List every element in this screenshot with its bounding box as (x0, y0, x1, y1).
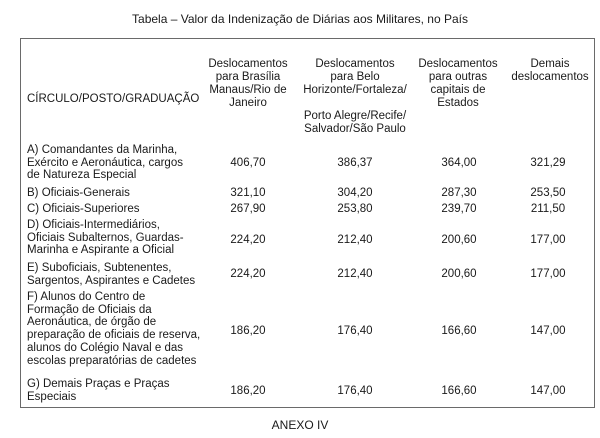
row-label-line: Formação de Oficiais da (27, 303, 152, 316)
cell-value: 200,60 (441, 234, 477, 246)
cell-value: 177,00 (530, 234, 566, 246)
cell-value: 224,20 (230, 234, 266, 246)
header-line: Horizonte/Fortaleza/ (303, 84, 407, 96)
cell-value: 321,29 (530, 157, 566, 169)
cell-value: 364,00 (441, 157, 477, 169)
header-line: Salvador/São Paulo (304, 123, 406, 135)
row-label-a (27, 144, 207, 182)
cell-value: 287,30 (441, 187, 477, 199)
cell-value: 147,00 (530, 325, 566, 337)
annex-label: ANEXO IV (271, 418, 329, 432)
cell-value: 304,20 (337, 187, 373, 199)
cell-value: 147,00 (530, 385, 566, 397)
cell-value: 200,60 (441, 268, 477, 280)
cell-value: 211,50 (530, 203, 566, 215)
header-line: para Belo (330, 71, 380, 83)
cell-value: 386,37 (337, 157, 373, 169)
cell-value: 406,70 (230, 157, 266, 169)
header-col-capitals (295, 58, 415, 136)
cell-value: 166,60 (441, 385, 477, 397)
row-label-line: preparação de oficiais de reserva, (27, 329, 201, 342)
row-label-line: escolas preparatórias de cadetes (27, 354, 197, 367)
header-line: Demais (530, 58, 570, 70)
header-line: Janeiro (229, 97, 267, 109)
row-label-line: E) Suboficiais, Subtenentes, (27, 262, 172, 274)
row-label-d (27, 219, 207, 257)
header-label: CÍRCULO/POSTO/GRADUAÇÃO (27, 93, 200, 105)
row-label-line: Oficiais Subalternos, Guardas- (27, 231, 184, 244)
cell-value: 177,00 (530, 268, 566, 280)
table-title: Tabela – Valor da Indenização de Diárias aos Militares, no País (132, 12, 468, 26)
cell-value: 224,20 (230, 268, 266, 280)
row-label-c (27, 203, 207, 216)
header-col-other-capitals (413, 58, 503, 110)
row-label-g (27, 378, 207, 403)
header-line: para Brasília (215, 71, 281, 83)
row-label-line: Sargentos, Aspirantes e Cadetes (27, 274, 196, 287)
header-line: Deslocamentos (208, 58, 288, 70)
cell-value: 212,40 (337, 268, 373, 280)
row-label-line: Marinha e Aspirante a Oficial (27, 244, 175, 257)
row-label-line: de Natureza Especial (27, 169, 137, 182)
header-line: para outras (428, 71, 488, 83)
row-label-b (27, 187, 207, 200)
row-label-line: F) Alunos do Centro de (27, 291, 146, 303)
cell-value: 239,70 (441, 203, 477, 215)
header-line: Porto Alegre/Recife/ (303, 110, 407, 122)
cell-value: 186,20 (230, 385, 266, 397)
row-label-line: D) Oficiais-Intermediários, (27, 219, 160, 231)
row-label-line: G) Demais Praças e Praças (27, 378, 170, 390)
cell-value: 166,60 (441, 325, 477, 337)
cell-value: 321,10 (230, 187, 266, 199)
cell-value: 253,50 (530, 187, 566, 199)
row-label-line: Exército e Aeronáutica, cargos (27, 156, 183, 169)
header-col-brasilia (204, 58, 292, 110)
cell-value: 253,80 (337, 203, 373, 215)
header-line: Estados (437, 97, 479, 109)
row-label-line: C) Oficiais-Superiores (27, 203, 140, 215)
header-line: capitais de (430, 84, 486, 96)
row-label-f (27, 291, 207, 367)
row-label-line: B) Oficiais-Generais (27, 187, 130, 199)
header-line: Deslocamentos (418, 58, 498, 70)
row-label-e (27, 262, 207, 287)
cell-value: 176,40 (337, 325, 373, 337)
row-label-line: A) Comandantes da Marinha, (27, 144, 178, 156)
header-line: Manaus/Rio de (209, 84, 287, 96)
header-line: deslocamentos (511, 71, 589, 83)
row-label-line: Aeronáutica, de órgão de (27, 316, 157, 329)
row-label-line: Especiais (27, 390, 77, 403)
header-col-other (505, 58, 595, 84)
cell-value: 267,90 (230, 203, 266, 215)
header-line: Deslocamentos (315, 58, 395, 70)
cell-value: 212,40 (337, 234, 373, 246)
row-label-line: alunos do Colégio Naval e das (27, 341, 183, 354)
cell-value: 186,20 (230, 325, 266, 337)
cell-value: 176,40 (337, 385, 373, 397)
